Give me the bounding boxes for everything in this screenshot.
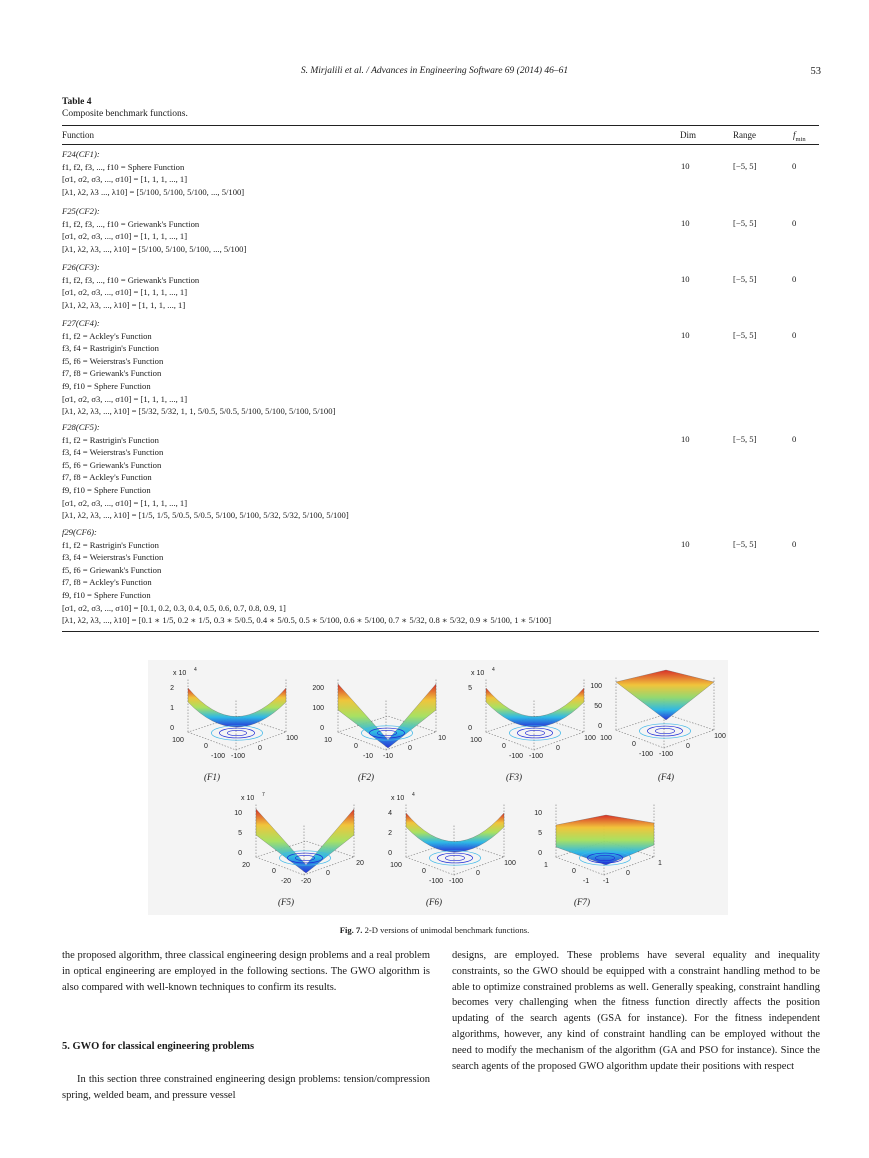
axis-scale-factor: x 10 bbox=[173, 670, 187, 677]
z-tick-label: 100 bbox=[312, 705, 324, 712]
function-definition-line: f1, f2, f3, ..., f10 = Griewank's Function bbox=[62, 274, 200, 285]
dim-cell: 10 bbox=[681, 329, 690, 340]
xy-tick-label: -20 bbox=[300, 878, 312, 885]
z-tick-label: 0 bbox=[320, 725, 324, 732]
z-tick-label: 10 bbox=[234, 810, 242, 817]
function-name: f29(CF6): bbox=[62, 527, 97, 537]
panel-label-f6: (F6) bbox=[426, 897, 442, 907]
function-definition-line: [λ1, λ2, λ3, ..., λ10] = [1, 1, 1, ..., 1] bbox=[62, 299, 186, 310]
panel-label-f3: (F3) bbox=[506, 772, 522, 782]
panel-label-f4: (F4) bbox=[658, 772, 674, 782]
xy-tick-label: 0 bbox=[632, 741, 636, 748]
xy-tick-label: 100 bbox=[584, 735, 596, 742]
function-definition-line: f9, f10 = Sphere Function bbox=[62, 484, 151, 495]
table-header-rule bbox=[62, 144, 819, 145]
xy-tick-label: -1 bbox=[582, 878, 590, 885]
range-cell: [−5, 5] bbox=[733, 329, 757, 340]
xy-tick-label: 0 bbox=[272, 868, 276, 875]
z-tick-label: 4 bbox=[388, 810, 392, 817]
z-tick-label: 0 bbox=[538, 850, 542, 857]
function-definition-line: f7, f8 = Griewank's Function bbox=[62, 368, 162, 379]
z-tick-label: 1 bbox=[170, 705, 174, 712]
function-definition-line: f9, f10 = Sphere Function bbox=[62, 380, 151, 391]
function-definition-line: f3, f4 = Weierstras's Function bbox=[62, 552, 164, 563]
fmin-cell: 0 bbox=[792, 433, 797, 444]
function-name: F28(CF5): bbox=[62, 422, 100, 432]
figure-caption-text: 2-D versions of unimodal benchmark functions. bbox=[364, 925, 530, 935]
z-tick-label: 0 bbox=[388, 850, 392, 857]
xy-tick-label: 100 bbox=[600, 735, 612, 742]
table-top-rule bbox=[62, 125, 819, 126]
fmin-cell: 0 bbox=[792, 273, 797, 284]
function-definition-line: [σ1, σ2, σ3, ..., σ10] = [0.1, 0.2, 0.3, 0.4, 0.5, 0.6, 0.7, 0.8, 0.9, 1] bbox=[62, 602, 286, 613]
z-tick-label: 2 bbox=[388, 830, 392, 837]
table-row bbox=[62, 148, 662, 198]
function-definition-line: f1, f2 = Ackley's Function bbox=[62, 330, 152, 341]
section-heading: 5. GWO for classical engineering problems bbox=[62, 1041, 255, 1052]
xy-tick-label: -100 bbox=[210, 753, 226, 760]
xy-tick-label: -100 bbox=[230, 753, 246, 760]
dim-cell: 10 bbox=[681, 217, 690, 228]
xy-tick-label: 0 bbox=[354, 743, 358, 750]
axis-scale-exponent: 7 bbox=[262, 792, 265, 798]
z-tick-label: 5 bbox=[468, 685, 472, 692]
xy-tick-label: 100 bbox=[390, 862, 402, 869]
function-definition-line: f1, f2, f3, ..., f10 = Sphere Function bbox=[62, 161, 185, 172]
range-cell: [−5, 5] bbox=[733, 160, 757, 171]
xy-tick-label: 0 bbox=[572, 868, 576, 875]
axis-scale-exponent: 4 bbox=[412, 792, 415, 798]
function-definition-line: [σ1, σ2, σ3, ..., σ10] = [1, 1, 1, ..., 1] bbox=[62, 231, 188, 242]
function-definition-line: f3, f4 = Rastrigin's Function bbox=[62, 343, 159, 354]
running-title: S. Mirjalili et al. / Advances in Engineering Software 69 (2014) 46–61 bbox=[300, 66, 569, 76]
z-tick-label: 200 bbox=[312, 685, 324, 692]
figure-7 bbox=[148, 660, 728, 915]
xy-tick-label: 0 bbox=[326, 870, 330, 877]
function-definition-line: [σ1, σ2, σ3, ..., σ10] = [1, 1, 1, ..., 1] bbox=[62, 287, 188, 298]
z-tick-label: 5 bbox=[538, 830, 542, 837]
xy-tick-label: 1 bbox=[658, 860, 662, 867]
xy-tick-label: -100 bbox=[448, 878, 464, 885]
xy-tick-label: 0 bbox=[686, 743, 690, 750]
left-column-paragraph-2: In this section three constrained engineering design problems: tension/compression spring, welded beam, and pressure vessel bbox=[62, 1074, 430, 1101]
left-column-paragraph-1: the proposed algorithm, three classical engineering design problems and a real problem in optical engineering are employed in the following sections. The GWO algorithm is also compared with well-known techniques to confirm its results. bbox=[62, 950, 430, 993]
z-tick-label: 5 bbox=[238, 830, 242, 837]
z-tick-label: 10 bbox=[534, 810, 542, 817]
z-tick-label: 50 bbox=[594, 703, 602, 710]
fmin-subscript: min bbox=[795, 135, 806, 143]
xy-tick-label: 100 bbox=[714, 733, 726, 740]
xy-tick-label: 0 bbox=[502, 743, 506, 750]
xy-tick-label: 20 bbox=[242, 862, 250, 869]
function-definition-line: f5, f6 = Griewank's Function bbox=[62, 459, 162, 470]
table-label: Table 4 bbox=[62, 97, 92, 107]
function-definition-line: [λ1, λ2, λ3, ..., λ10] = [0.1 ∗ 1/5, 0.2 ∗ 1/5, 0.3 ∗ 5/0.5, 0.4 ∗ 5/0.5, 0.5 ∗ 5/100, 0.6 ∗ 5/100, 0.7 ∗ 5/32, 0.8 ∗ 5/32, 0.9 ∗ 5/100, 1 ∗ 5/100] bbox=[62, 615, 552, 626]
xy-tick-label: 100 bbox=[286, 735, 298, 742]
xy-tick-label: 0 bbox=[408, 745, 412, 752]
dim-cell: 10 bbox=[681, 538, 690, 549]
panel-label-f7: (F7) bbox=[574, 897, 590, 907]
table-row bbox=[62, 261, 662, 311]
function-definition-line: f9, f10 = Sphere Function bbox=[62, 589, 151, 600]
xy-tick-label: 100 bbox=[172, 737, 184, 744]
function-definition-line: f1, f2 = Rastrigin's Function bbox=[62, 434, 159, 445]
xy-tick-label: -20 bbox=[280, 878, 292, 885]
table-bottom-rule bbox=[62, 631, 819, 632]
xy-tick-label: 10 bbox=[438, 735, 446, 742]
col-header-fmin bbox=[793, 130, 806, 143]
function-definition-line: [λ1, λ2, λ3, ..., λ10] = [5/100, 5/100, 5/100, ..., 5/100] bbox=[62, 243, 247, 254]
z-tick-label: 2 bbox=[170, 685, 174, 692]
fmin-cell: 0 bbox=[792, 217, 797, 228]
fmin-cell: 0 bbox=[792, 160, 797, 171]
fmin-cell: 0 bbox=[792, 329, 797, 340]
figure-caption-label: Fig. 7. bbox=[339, 925, 363, 935]
panel-label-f2: (F2) bbox=[358, 772, 374, 782]
table-row bbox=[62, 317, 662, 418]
col-header-dim: Dim bbox=[680, 130, 697, 140]
dim-cell: 10 bbox=[681, 160, 690, 171]
table-row bbox=[62, 205, 662, 255]
function-name: F24(CF1): bbox=[62, 149, 100, 159]
z-tick-label: 100 bbox=[590, 683, 602, 690]
function-definition-line: [σ1, σ2, σ3, ..., σ10] = [1, 1, 1, ..., 1] bbox=[62, 497, 188, 508]
function-definition-line: [σ1, σ2, σ3, ..., σ10] = [1, 1, 1, ..., 1] bbox=[62, 393, 188, 404]
range-cell: [−5, 5] bbox=[733, 217, 757, 228]
xy-tick-label: 0 bbox=[204, 743, 208, 750]
xy-tick-label: -100 bbox=[428, 878, 444, 885]
xy-tick-label: -100 bbox=[528, 753, 544, 760]
xy-tick-label: 100 bbox=[504, 860, 516, 867]
fmin-cell: 0 bbox=[792, 538, 797, 549]
col-header-range: Range bbox=[733, 130, 756, 140]
xy-tick-label: 100 bbox=[470, 737, 482, 744]
function-name: F26(CF3): bbox=[62, 262, 100, 272]
function-definition-line: [λ1, λ2, λ3, ..., λ10] = [1/5, 1/5, 5/0.5, 5/0.5, 5/100, 5/100, 5/32, 5/32, 5/100, 5/100] bbox=[62, 510, 349, 521]
axis-scale-factor: x 10 bbox=[471, 670, 485, 677]
table-caption: Composite benchmark functions. bbox=[62, 109, 188, 119]
xy-tick-label: -100 bbox=[508, 753, 524, 760]
function-definition-line: f5, f6 = Griewank's Function bbox=[62, 564, 162, 575]
range-cell: [−5, 5] bbox=[733, 433, 757, 444]
range-cell: [−5, 5] bbox=[733, 273, 757, 284]
table-row bbox=[62, 526, 662, 627]
function-name: F25(CF2): bbox=[62, 206, 100, 216]
xy-tick-label: -1 bbox=[602, 878, 610, 885]
dim-cell: 10 bbox=[681, 273, 690, 284]
axis-scale-factor: x 10 bbox=[391, 795, 405, 802]
fmin-symbol: f bbox=[793, 130, 796, 140]
z-tick-label: 0 bbox=[170, 725, 174, 732]
dim-cell: 10 bbox=[681, 433, 690, 444]
xy-tick-label: 0 bbox=[476, 870, 480, 877]
xy-tick-label: 0 bbox=[258, 745, 262, 752]
z-tick-label: 0 bbox=[598, 723, 602, 730]
xy-tick-label: 10 bbox=[324, 737, 332, 744]
xy-tick-label: 0 bbox=[422, 868, 426, 875]
function-definition-line: [λ1, λ2, λ3, ..., λ10] = [5/32, 5/32, 1, 1, 5/0.5, 5/0.5, 5/100, 5/100, 5/100, 5/100] bbox=[62, 406, 336, 417]
panel-label-f1: (F1) bbox=[204, 772, 220, 782]
axis-scale-exponent: 4 bbox=[194, 667, 197, 673]
xy-tick-label: 0 bbox=[626, 870, 630, 877]
xy-tick-label: -10 bbox=[382, 753, 394, 760]
range-cell: [−5, 5] bbox=[733, 538, 757, 549]
xy-tick-label: -100 bbox=[638, 751, 654, 758]
xy-tick-label: 0 bbox=[556, 745, 560, 752]
table-row bbox=[62, 421, 662, 522]
function-definition-line: f5, f6 = Weierstras's Function bbox=[62, 355, 164, 366]
function-definition-line: [λ1, λ2, λ3 ..., λ10] = [5/100, 5/100, 5/100, ..., 5/100] bbox=[62, 186, 245, 197]
function-definition-line: f1, f2 = Rastrigin's Function bbox=[62, 539, 159, 550]
function-definition-line: f7, f8 = Ackley's Function bbox=[62, 577, 152, 588]
xy-tick-label: 20 bbox=[356, 860, 364, 867]
xy-tick-label: -100 bbox=[658, 751, 674, 758]
panel-label-f5: (F5) bbox=[278, 897, 294, 907]
xy-tick-label: -10 bbox=[362, 753, 374, 760]
function-definition-line: f1, f2, f3, ..., f10 = Griewank's Function bbox=[62, 218, 200, 229]
function-definition-line: [σ1, σ2, σ3, ..., σ10] = [1, 1, 1, ..., 1] bbox=[62, 174, 188, 185]
z-tick-label: 0 bbox=[468, 725, 472, 732]
axis-scale-exponent: 4 bbox=[492, 667, 495, 673]
function-name: F27(CF4): bbox=[62, 318, 100, 328]
figure-caption bbox=[0, 925, 869, 935]
right-column-paragraph: designs, are employed. These problems have several equality and inequality constraints, so the GWO should be equipped with a constraint handling method to be able to optimize constrained problems as well. Generally speaking, constraint handling becomes very challenging when the fitness function directly affects the position updating of the search agents (GSA for instance). For the fitness independent algorithms, however, any kind of constraint handling can be employed without the need to modify the mechanism of the algorithm (GA and PSO for instance). Since the search agents of the proposed GWO algorithm update their positions with respect bbox=[452, 950, 820, 1072]
function-definition-line: f7, f8 = Ackley's Function bbox=[62, 472, 152, 483]
axis-scale-factor: x 10 bbox=[241, 795, 255, 802]
page-number: 53 bbox=[810, 66, 821, 77]
function-definition-line: f3, f4 = Weierstras's Function bbox=[62, 447, 164, 458]
col-header-function: Function bbox=[62, 130, 95, 140]
z-tick-label: 0 bbox=[238, 850, 242, 857]
xy-tick-label: 1 bbox=[544, 862, 548, 869]
